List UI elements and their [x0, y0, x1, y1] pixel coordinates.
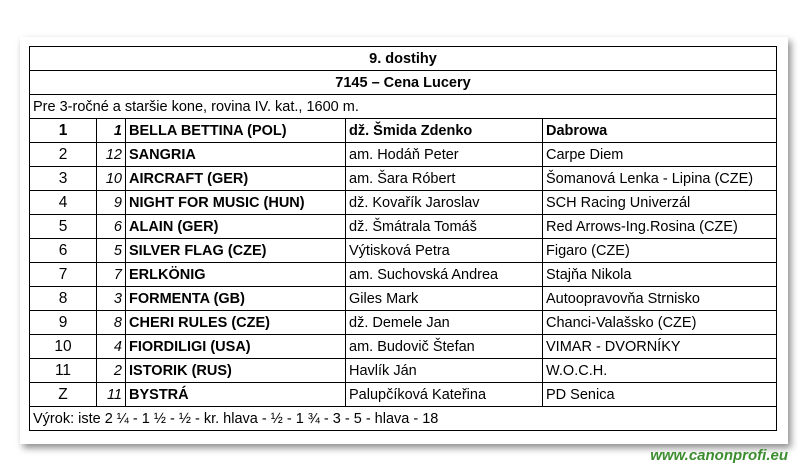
start-number: 4: [97, 335, 126, 359]
race-description: Pre 3-ročné a staršie kone, rovina IV. kat., 1600 m.: [30, 95, 777, 119]
finish-position: 7: [30, 263, 97, 287]
table-row: [30, 335, 777, 359]
jockey-name: dž. Demele Jan: [346, 311, 543, 335]
verdict-row: [30, 407, 777, 431]
finish-position: 5: [30, 215, 97, 239]
owner-name: Chanci-Valašsko (CZE): [543, 311, 777, 335]
table-row: [30, 359, 777, 383]
jockey-name: Výtisková Petra: [346, 239, 543, 263]
race-verdict: Výrok: iste 2 ¼ - 1 ½ - ½ - kr. hlava - ½ - 1 ¾ - 3 - 5 - hlava - 18: [30, 407, 777, 431]
start-number: 12: [97, 143, 126, 167]
finish-position: 4: [30, 191, 97, 215]
table-row: [30, 239, 777, 263]
owner-name: Dabrowa: [543, 119, 777, 143]
finish-position: 1: [30, 119, 97, 143]
start-number: 8: [97, 311, 126, 335]
horse-name: ISTORIK (RUS): [126, 359, 346, 383]
owner-name: PD Senica: [543, 383, 777, 407]
table-row: [30, 263, 777, 287]
jockey-name: dž. Šmátrala Tomáš: [346, 215, 543, 239]
horse-name: ERLKÖNIG: [126, 263, 346, 287]
start-number: 10: [97, 167, 126, 191]
finish-position: 8: [30, 287, 97, 311]
race-number-row: [30, 47, 777, 71]
owner-name: Autoopravovňa Strnisko: [543, 287, 777, 311]
finish-position: Z: [30, 383, 97, 407]
race-title: 7145 – Cena Lucery: [30, 71, 777, 95]
finish-position: 6: [30, 239, 97, 263]
table-row: [30, 167, 777, 191]
start-number: 3: [97, 287, 126, 311]
table-row: [30, 143, 777, 167]
jockey-name: Havlík Ján: [346, 359, 543, 383]
table-row: [30, 287, 777, 311]
horse-name: NIGHT FOR MUSIC (HUN): [126, 191, 346, 215]
race-number: 9. dostihy: [30, 47, 777, 71]
horse-name: SANGRIA: [126, 143, 346, 167]
start-number: 1: [97, 119, 126, 143]
horse-name: FORMENTA (GB): [126, 287, 346, 311]
race-title-row: [30, 71, 777, 95]
owner-name: W.O.C.H.: [543, 359, 777, 383]
race-description-row: [30, 95, 777, 119]
horse-name: SILVER FLAG (CZE): [126, 239, 346, 263]
table-row: [30, 119, 777, 143]
table-row: [30, 215, 777, 239]
results-sheet: [20, 37, 788, 444]
start-number: 6: [97, 215, 126, 239]
finish-position: 3: [30, 167, 97, 191]
finish-position: 2: [30, 143, 97, 167]
start-number: 5: [97, 239, 126, 263]
jockey-name: am. Hodáň Peter: [346, 143, 543, 167]
owner-name: VIMAR - DVORNÍKY: [543, 335, 777, 359]
jockey-name: Palupčíková Kateřina: [346, 383, 543, 407]
jockey-name: Giles Mark: [346, 287, 543, 311]
jockey-name: am. Suchovská Andrea: [346, 263, 543, 287]
horse-name: FIORDILIGI (USA): [126, 335, 346, 359]
owner-name: Red Arrows-Ing.Rosina (CZE): [543, 215, 777, 239]
jockey-name: dž. Kovařík Jaroslav: [346, 191, 543, 215]
horse-name: CHERI RULES (CZE): [126, 311, 346, 335]
owner-name: SCH Racing Univerzál: [543, 191, 777, 215]
owner-name: Figaro (CZE): [543, 239, 777, 263]
start-number: 9: [97, 191, 126, 215]
owner-name: Stajňa Nikola: [543, 263, 777, 287]
finish-position: 11: [30, 359, 97, 383]
table-row: [30, 383, 777, 407]
horse-name: AIRCRAFT (GER): [126, 167, 346, 191]
watermark-text: www.canonprofi.eu: [650, 447, 788, 464]
jockey-name: am. Šara Róbert: [346, 167, 543, 191]
owner-name: Šomanová Lenka - Lipina (CZE): [543, 167, 777, 191]
race-results-table: [29, 46, 777, 431]
finish-position: 9: [30, 311, 97, 335]
start-number: 7: [97, 263, 126, 287]
table-row: [30, 191, 777, 215]
jockey-name: dž. Šmida Zdenko: [346, 119, 543, 143]
table-row: [30, 311, 777, 335]
horse-name: ALAIN (GER): [126, 215, 346, 239]
owner-name: Carpe Diem: [543, 143, 777, 167]
horse-name: BELLA BETTINA (POL): [126, 119, 346, 143]
start-number: 2: [97, 359, 126, 383]
start-number: 11: [97, 383, 126, 407]
finish-position: 10: [30, 335, 97, 359]
horse-name: BYSTRÁ: [126, 383, 346, 407]
jockey-name: am. Budovič Štefan: [346, 335, 543, 359]
